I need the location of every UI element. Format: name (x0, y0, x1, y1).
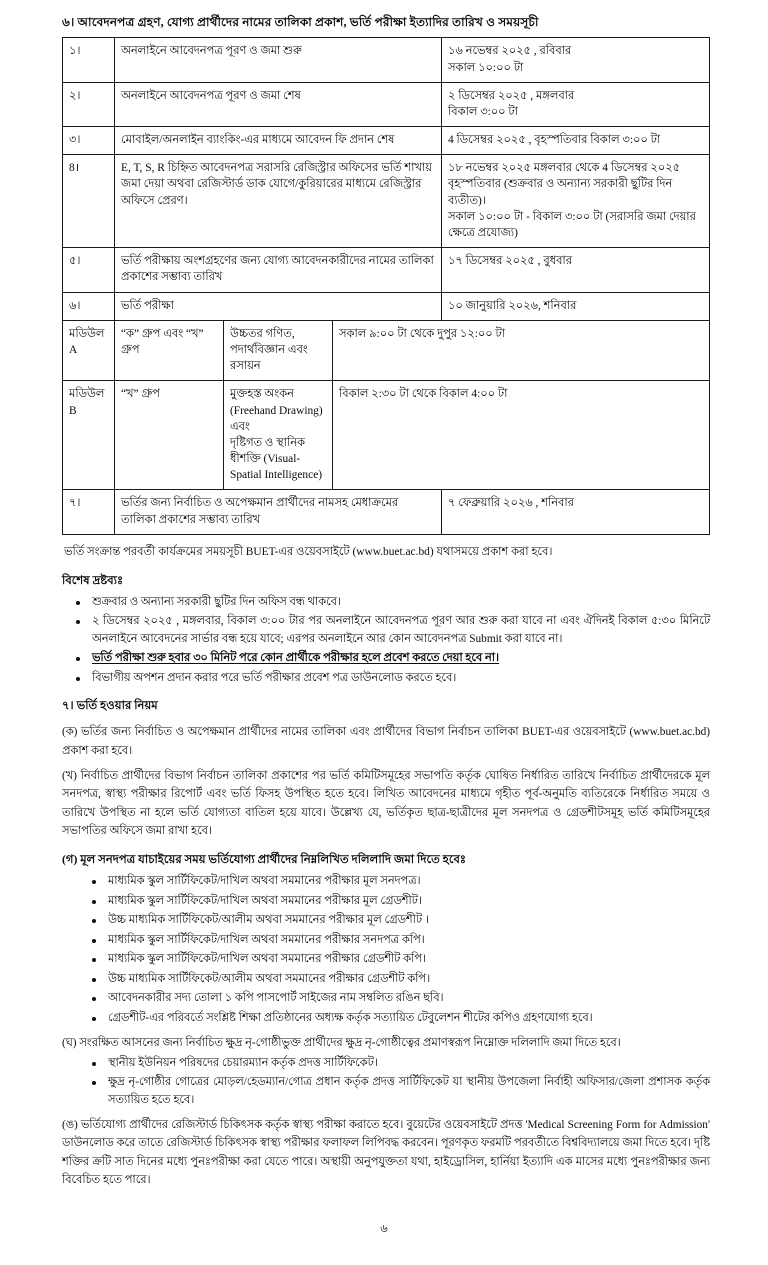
when-line: ১৮ নভেম্বর ২০২৫ মঙ্গলবার থেকে 4 ডিসেম্বর ২০২৫ বৃহস্পতিবার (শুক্রবার ও অন্যান্য সরকারী ছুটির দিন ব্যতীত)। (448, 162, 681, 207)
list-item: মাধ্যমিক স্কুল সার্টিফিকেট/দাখিল অথবা সমমানের পরীক্ষার মূল সনদপত্র। (62, 873, 710, 891)
schedule-table-body (63, 38, 710, 535)
list-item: মাধ্যমিক স্কুল সার্টিফিকেট/দাখিল অথবা সমমানের পরীক্ষার সনদপত্র কপি। (62, 932, 710, 950)
when-line: ২ ডিসেম্বর ২০২৫ , মঙ্গলবার (448, 89, 575, 102)
row-item: E, T, S, R চিহ্নিত আবেদনপত্র সরাসরি রেজিস্ট্রার অফিসের ভর্তি শাখায় জমা দেয়া অথবা রেজিস্টার্ড ডাক যোগে/কুরিয়ারের মাধ্যমে রেজিস্ট্রার অফিসে প্রেরণ। (115, 155, 442, 248)
after-table-note: ভর্তি সংক্রান্ত পরবর্তী কার্যক্রমের সময়সূচী BUET-এর ওয়েবসাইটে (www.buet.ac.bd) যথাসময়ে প্রকাশ করা হবে। (64, 545, 553, 558)
list-item-emphasized: ভর্তি পরীক্ষা শুরু হবার ৩০ মিনিট পরে কোন প্রার্থীকে পরীক্ষার হলে প্রবেশ করতে দেয়া হবে না। (62, 650, 710, 668)
medical-screening-paragraph: (ঙ) ভর্তিযোগ্য প্রার্থীদের রেজিস্টার্ড চিকিৎসক কর্তৃক স্বাস্থ্য পরীক্ষা করাতে হবে। বুয়েটের ওয়েবসাইটে প্রদত্ত 'Medical Screening Form for Admission' ডাউনলোড করে তাতে রেজিস্টার্ড চিকিৎসক স্বাস্থ্য পরীক্ষার ফলাফল লিপিবদ্ধ করবেন। পূরণকৃত ফরমটি পরবর্তীতে বিশ্ববিদ্যালয়ে জমা দিতে হবে। দৃষ্টি শক্তির ক্রটি সাত দিনের মধ্যে পুনঃপরীক্ষা করা যেতে পারে। অস্থায়ী অনুপযুক্ততা যথা, হাইড্রোসিল, হার্নিয়া ইত্যাদি এক মাসের মধ্যে পুনঃপরীক্ষার জন্য বিবেচিত হতে পারে। (62, 1119, 710, 1186)
rule-paragraph-ka: (ক) ভর্তির জন্য নির্বাচিত ও অপেক্ষমান প্রার্থীদের নামের তালিকা এবং প্রার্থীদের বিভাগ নির্বাচন তালিকা BUET-এর ওয়েবসাইটে (www.buet.ac.bd) প্রকাশ করা হবে। (62, 726, 710, 757)
documents-list-heading: (গ) মূল সনদপত্র যাচাইয়ের সময় ভর্তিযোগ্য প্রার্থীদের নিম্নলিখিত দলিলাদি জমা দিতে হবেঃ (62, 853, 467, 867)
row-number: ২। (63, 82, 115, 126)
row-number: 8। (63, 155, 115, 248)
tribal-documents-list (62, 1055, 710, 1110)
row-number: ১। (63, 38, 115, 82)
when-line: সকাল ১০:০০ টা (448, 61, 524, 74)
list-item: ২ ডিসেম্বর ২০২৫ , মঙ্গলবার, বিকাল ৩:০০ টার পর অনলাইনে আবেদনপত্র পূরণ আর শুরু করা যাবে না এবং ঐদিনই বিকাল ৫:৩০ মিনিটে অনলাইনে আবেদনের সার্ভার বন্ধ হয়ে যাবে; এরপর অনলাইনে আর কোন আবেদনপত্র Submit করা যাবে না। (62, 613, 710, 648)
row-number: ৫। (63, 248, 115, 292)
admission-rules-heading: ৭। ভর্তি হওয়ার নিয়ম (62, 699, 158, 713)
schedule-table (62, 37, 710, 535)
list-item: উচ্চ মাধ্যমিক সার্টিফিকেট/আলীম অথবা সমমানের পরীক্ষার গ্রেডশীট কপি। (62, 971, 710, 989)
list-item: স্থানীয় ইউনিয়ন পরিষদের চেয়ারম্যান কর্তৃক প্রদত্ত সার্টিফিকেট। (62, 1055, 710, 1073)
row-item: অনলাইনে আবেদনপত্র পূরণ ও জমা শুরু (115, 38, 442, 82)
special-notes-list (62, 594, 710, 688)
list-item: শুক্রবার ও অন্যান্য সরকারী ছুটির দিন অফিস বন্ধ থাকবে। (62, 594, 710, 612)
subject-line: উচ্চতর গণিত, পদার্থবিজ্ঞান এবং রসায়ন (230, 327, 308, 373)
module-name: মডিউল B (63, 381, 115, 490)
row-item: মোবাইল/অনলাইন ব্যাংকিং-এর মাধ্যমে আবেদন ফি প্রদান শেষ (115, 127, 442, 155)
subject-line: মুক্তহস্ত অংকন (Freehand Drawing) এবং (230, 388, 323, 433)
module-subjects (224, 320, 333, 381)
row-when (442, 82, 710, 126)
when-line: সকাল ১০:০০ টা - বিকাল ৩:০০ টা (সরাসরি জমা দেয়ার ক্ষেত্রে প্রযোজ্য) (448, 210, 696, 239)
row-when: ৭ ফেব্রুয়ারি ২০২৬ , শনিবার (442, 490, 710, 534)
row-number: ৩। (63, 127, 115, 155)
list-item: বিভাগীয় অপশন প্রদান করার পরে ভর্তি পরীক্ষার প্রবেশ পত্র ডাউনলোড করতে হবে। (62, 670, 710, 688)
list-item: গ্রেডশীট-এর পরিবর্তে সংশ্লিষ্ট শিক্ষা প্রতিষ্ঠানের অধ্যক্ষ কর্তৃক সত্যায়িত টেবুলেশন শীটের কপিও গ্রহণযোগ্য হবে। (62, 1010, 710, 1028)
row-item: ভর্তির জন্য নির্বাচিত ও অপেক্ষমান প্রার্থীদের নামসহ মেধাক্রমের তালিকা প্রকাশের সম্ভাব্য তারিখ (115, 490, 442, 534)
table-row (63, 155, 710, 248)
row-item: ভর্তি পরীক্ষায় অংশগ্রহণের জন্য যোগ্য আবেদনকারীদের নামের তালিকা প্রকাশের সম্ভাব্য তারিখ (115, 248, 442, 292)
row-number: ৬। (63, 292, 115, 320)
row-item: অনলাইনে আবেদনপত্র পূরণ ও জমা শেষ (115, 82, 442, 126)
row-when: ১০ জানুয়ারি ২০২৬, শনিবার (442, 292, 710, 320)
list-item: উচ্চ মাধ্যমিক সার্টিফিকেট/আলীম অথবা সমমানের পরীক্ষার মূল গ্রেডশীট । (62, 912, 710, 930)
row-item: ভর্তি পরীক্ষা (115, 292, 442, 320)
row-when (442, 38, 710, 82)
table-row (63, 490, 710, 534)
table-row (63, 292, 710, 320)
module-name: মডিউল A (63, 320, 115, 381)
rule-paragraph-kha: (খ) নির্বাচিত প্রার্থীদের বিভাগ নির্বাচন তালিকা প্রকাশের পর ভর্তি কমিটিসমূহের সভাপতি কর্তৃক ঘোষিত নির্ধারিত তারিখে নির্বাচিত প্রার্থীদেরকে মূল সনদপত্র, স্বাস্থ্য পরীক্ষার রিপোর্ট এবং ভর্তি ফিসহ উপস্থিত হতে হবে। লিখিত আবেদনের মাধ্যমে গৃহীত পূর্ব-অনুমতি ব্যতিরেকে নির্ধারিত সময়ে ও তারিখে উপস্থিত না হলে ভর্তি যোগ্যতা বাতিল হয়ে যাবে। উল্লেখ্য যে, ভর্তিকৃত ছাত্র-ছাত্রীদের মূল সনদপত্র ও গ্রেডশীটসমূহ ভর্তি কমিটিসমূহের সভাপতির অফিসে জমা রাখা হবে। (62, 770, 710, 837)
list-item: মাধ্যমিক স্কুল সার্টিফিকেট/দাখিল অথবা সমমানের পরীক্ষার মূল গ্রেডশীট। (62, 893, 710, 911)
module-time: বিকাল ২:৩০ টা থেকে বিকাল 4:০০ টা (333, 381, 710, 490)
page-number: ৬ (380, 1223, 388, 1235)
row-when (442, 127, 710, 155)
module-time: সকাল ৯:০০ টা থেকে দুপুর ১২:০০ টা (333, 320, 710, 381)
row-when: ১৭ ডিসেম্বর ২০২৫ , বুধবার (442, 248, 710, 292)
module-group: “ক” গ্রুপ এবং “খ” গ্রুপ (115, 320, 224, 381)
table-row (63, 127, 710, 155)
module-subjects (224, 381, 333, 490)
documents-list (62, 873, 710, 1027)
row-when (442, 155, 710, 248)
module-group: “খ” গ্রুপ (115, 381, 224, 490)
page-title: ৬। আবেদনপত্র গ্রহণ, যোগ্য প্রার্থীদের নামের তালিকা প্রকাশ, ভর্তি পরীক্ষা ইত্যাদির তারিখ ও সময়সূচী (62, 15, 539, 29)
list-item: আবেদনকারীর সদ্য তোলা ১ কপি পাসপোর্ট সাইজের নাম সম্বলিত রঙিন ছবি। (62, 990, 710, 1008)
table-row-module (63, 381, 710, 490)
special-notes-heading: বিশেষ দ্রষ্টব্যঃ (62, 573, 124, 587)
table-row (63, 82, 710, 126)
subject-line: দৃষ্টিগত ও স্থানিক ধীশক্তি (Visual-Spatial Intelligence) (230, 436, 323, 482)
table-row (63, 248, 710, 292)
tribal-list-heading: (ঘ) সংরক্ষিত আসনের জন্য নির্বাচিত ক্ষুদ্র নৃ-গোষ্ঠীভুক্ত প্রার্থীদের ক্ষুদ্র নৃ-গোষ্ঠীত্বের প্রমাণস্বরূপ নিম্নোক্ত দলিলাদি জমা দিতে হবে। (62, 1037, 621, 1050)
list-item: মাধ্যমিক স্কুল সার্টিফিকেট/দাখিল অথবা সমমানের পরীক্ষার গ্রেডশীট কপি। (62, 951, 710, 969)
table-row (63, 38, 710, 82)
when-line: ১৬ নভেম্বর ২০২৫ , রবিবার (448, 45, 572, 58)
row-number: ৭। (63, 490, 115, 534)
when-line: বিকাল ৩:০০ টা (448, 105, 518, 118)
when-line: 4 ডিসেম্বর ২০২৫ , বৃহস্পতিবার বিকাল ৩:০০ টা (448, 134, 661, 147)
list-item: ক্ষুদ্র নৃ-গোষ্ঠীর গোত্রের মোড়ল/হেডম্যান/গোত্র প্রধান কর্তৃক প্রদত্ত সার্টিফিকেট যা স্থানীয় উপজেলা নির্বাহী অফিসার/জেলা প্রশাসক কর্তৃক সত্যায়িত হতে হবে। (62, 1074, 710, 1109)
table-row-module (63, 320, 710, 381)
